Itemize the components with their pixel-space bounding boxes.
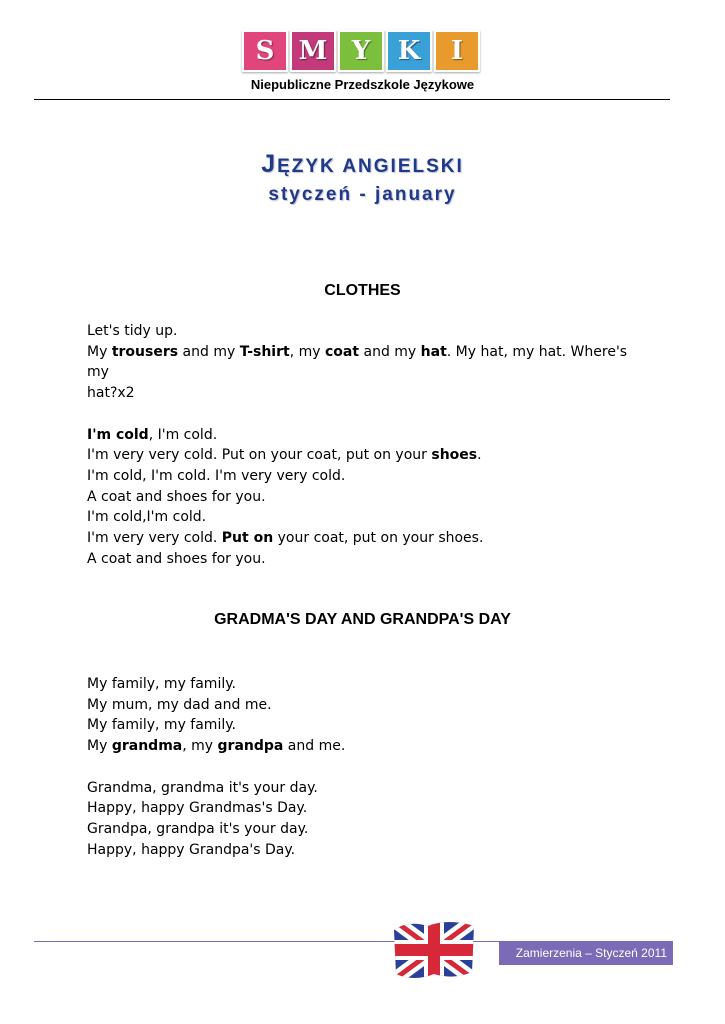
text-line [87,466,647,487]
text-run: , I'm cold. [148,426,218,443]
bold-word: trousers [111,343,179,360]
text-run: Happy, happy Grandpa's Day. [87,841,296,858]
text-run: Happy, happy Grandmas's Day. [87,800,308,817]
text-run: I'm very very cold. Put on your coat, put on your [87,447,432,464]
union-jack-icon [388,916,480,984]
section-body-clothes [87,321,647,569]
text-run: , my [289,343,325,360]
text-run: and my [359,343,421,360]
text-run: your coat, put on your shoes. [273,530,484,547]
text-run: A coat and shoes for you. [87,488,266,505]
text-line [87,321,647,342]
text-line [87,507,647,528]
bold-word: I'm cold [87,426,149,443]
text-line [87,487,647,508]
text-run: I'm cold, I'm cold. I'm very very cold. [87,467,346,484]
bold-word: grandma [111,738,183,755]
text-run: , my [182,738,218,755]
section-body-grandparents [87,674,647,860]
text-run: My family, my family. [87,676,236,692]
text-line [87,342,647,383]
text-line [87,736,647,757]
text-run: I'm cold,I'm cold. [87,509,207,526]
text-line [87,715,647,736]
bold-word: coat [324,343,360,360]
text-run: Grandma, grandma it's your day. [87,779,318,796]
text-run: hat?x2 [87,385,135,402]
section-heading-grandparents: GRADMA'S DAY AND GRANDPA'S DAY [214,611,511,628]
text-run: My [87,738,112,755]
text-line [87,445,647,466]
text-line [87,695,647,716]
logo-tile-y: Y [338,30,384,72]
blank-line [87,404,647,425]
text-run: My family, my family. [87,717,236,734]
document-title-line1 [0,150,725,179]
text-run: . [477,447,482,464]
text-run: and me. [283,738,346,755]
header-divider [34,99,670,100]
text-run: . My hat, my hat. Where's my [87,343,628,381]
text-run: and my [178,343,240,360]
title-capital: J [261,150,278,178]
bold-word: hat [420,343,447,360]
footer-text: Zamierzenia – Styczeń 2011 [515,946,667,960]
text-line [87,549,647,570]
title-line1-rest: ĘZYK ANGIELSKI [277,156,464,177]
text-line [87,840,647,861]
logo-tile-m: M [290,30,336,72]
text-run: Let's tidy up. [87,323,178,339]
bold-word: Put on [221,530,274,547]
text-line [87,425,647,446]
text-line [87,528,647,549]
document-title-line2: styczeń - january [268,184,457,205]
smyki-logo [242,30,480,72]
school-subtitle: Niepubliczne Przedszkole Językowe [250,77,475,92]
logo-tile-k: K [386,30,432,72]
text-line [87,778,647,799]
text-line [87,819,647,840]
text-run: A coat and shoes for you. [87,550,266,567]
logo-tile-s: S [242,30,288,72]
text-line [87,674,647,695]
text-line [87,798,647,819]
text-run: My mum, my dad and me. [87,696,272,713]
bold-word: shoes [431,447,478,464]
footer-banner [499,941,673,965]
text-run: I'm very very cold. [87,530,222,547]
blank-line [87,757,647,778]
text-line [87,383,647,404]
section-heading-clothes: CLOTHES [324,282,401,299]
bold-word: T-shirt [239,343,290,360]
text-run: Grandpa, grandpa it's your day. [87,820,309,837]
logo-tile-i: I [434,30,480,72]
text-run: My [87,343,112,360]
bold-word: grandpa [217,738,284,755]
